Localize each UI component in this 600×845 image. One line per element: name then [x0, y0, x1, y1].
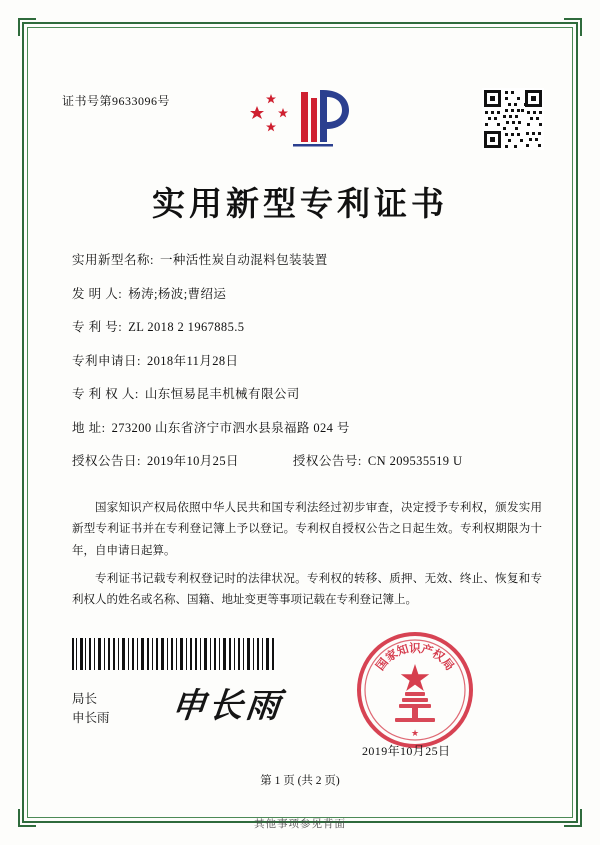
seal-date: 2019年10月25日 [362, 744, 451, 758]
signature-label [72, 690, 110, 729]
svg-text:产: 产 [419, 643, 435, 659]
field-label-application-date: 专利申请日: [72, 353, 141, 368]
svg-text:国: 国 [374, 656, 391, 673]
field-label-address: 地 址: [72, 420, 106, 435]
svg-text:权: 权 [429, 647, 447, 665]
legal-paragraph-1: 国家知识产权局依照中华人民共和国专利法经过初步审查，决定授予专利权，颁发实用新型专利证书并在专利登记簿上予以登记。专利权自授权公告之日起生效。专利权期限为十年，自申请日起算。 [72, 502, 542, 557]
field-label-patent-number: 专 利 号: [72, 320, 123, 334]
field-row-application-date [72, 351, 540, 369]
field-row-patent-number [72, 317, 540, 335]
certificate-number: 证书号第9633096号 [62, 94, 171, 108]
svg-text:知: 知 [395, 643, 411, 659]
certificate-fields [72, 250, 540, 485]
page-number: 第 1 页 (共 2 页) [260, 775, 340, 787]
director-name: 申长雨 [72, 711, 110, 726]
field-label-grant-date: 授权公告日: [72, 454, 141, 468]
field-value-grant-date: 2019年10月25日 [146, 454, 239, 468]
sipo-logo-icon [245, 84, 355, 158]
field-label-patentee: 专 利 权 人: [72, 387, 139, 401]
field-value-grant-number: CN 209535519 U [367, 454, 463, 468]
field-value-invention-name: 一种活性炭自动混料包装装置 [159, 253, 328, 267]
field-row-grant-announcement [72, 451, 540, 469]
corner-ornament-top-left [18, 18, 36, 36]
field-row-address [72, 418, 540, 436]
field-value-application-date: 2018年11月28日 [146, 353, 239, 368]
svg-text:局: 局 [439, 656, 456, 673]
official-seal [355, 630, 475, 750]
field-row-inventor [72, 284, 540, 302]
barcode [72, 638, 277, 670]
field-value-address: 273200 山东省济宁市泗水县泉福路 024 号 [111, 420, 350, 435]
svg-text:★: ★ [410, 728, 420, 738]
field-value-patentee: 山东恒易昆丰机械有限公司 [144, 387, 300, 401]
director-title: 局长 [72, 692, 98, 706]
field-value-patent-number: ZL 2018 2 1967885.5 [128, 320, 245, 334]
field-label-invention-name: 实用新型名称: [72, 253, 154, 267]
svg-text:家: 家 [383, 647, 401, 665]
legal-body-text [72, 498, 542, 618]
svg-text:识: 识 [409, 643, 421, 655]
field-label-inventor: 发 明 人: [72, 286, 123, 301]
field-label-grant-number: 授权公告号: [292, 454, 362, 468]
handwritten-signature: 申长雨 [169, 686, 285, 726]
legal-paragraph-2: 专利证书记载专利权登记时的法律状况。专利权的转移、质押、无效、终止、恢复和专利权人的姓名或名称、国籍、地址变更等事项记载在专利登记簿上。 [72, 572, 542, 607]
field-row-invention-name [72, 250, 540, 268]
qr-code-icon [482, 88, 544, 150]
page-title: 实用新型专利证书 [152, 184, 448, 223]
footnote: 其他事项参见背面 [254, 819, 346, 830]
corner-ornament-top-right [564, 18, 582, 36]
field-value-inventor: 杨涛;杨波;曹绍运 [128, 286, 227, 301]
field-row-patentee [72, 384, 540, 402]
